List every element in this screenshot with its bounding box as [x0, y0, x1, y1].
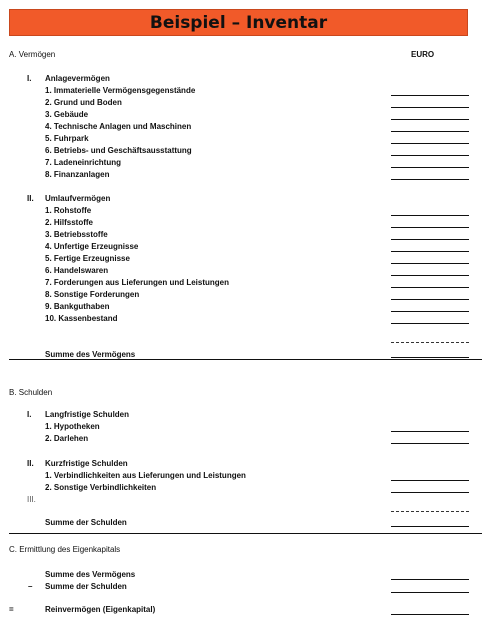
- amount-entry-line: [391, 431, 469, 432]
- section-divider: [9, 359, 482, 360]
- reinvermoegen-line: [391, 614, 469, 615]
- amount-entry-line: [391, 263, 469, 264]
- ek-schulden-line: [391, 592, 469, 593]
- langfristig-item: 2. Darlehen: [45, 434, 89, 443]
- amount-entry-line: [391, 239, 469, 240]
- anlage-item: 3. Gebäude: [45, 110, 89, 119]
- kurzfristig-item: 2. Sonstige Verbindlichkeiten: [45, 483, 157, 492]
- amount-entry-line: [391, 167, 469, 168]
- umlauf-item: 8. Sonstige Forderungen: [45, 290, 140, 299]
- reinvermoegen-label: Reinvermögen (Eigenkapital): [45, 605, 156, 614]
- amount-entry-line: [391, 179, 469, 180]
- amount-entry-line: [391, 299, 469, 300]
- ek-vermoegen-line: [391, 579, 469, 580]
- umlauf-item: 4. Unfertige Erzeugnisse: [45, 242, 139, 251]
- ek-vermoegen-label: Summe des Vermögens: [45, 570, 136, 579]
- kurzfristig-heading: Kurzfristige Schulden: [45, 459, 128, 468]
- section-a-label: A. Vermögen: [9, 50, 56, 59]
- amount-entry-line: [391, 492, 469, 493]
- langfristig-heading: Langfristige Schulden: [45, 410, 130, 419]
- summe-schulden-label: Summe der Schulden: [45, 518, 127, 527]
- section-divider: [9, 533, 482, 534]
- amount-entry-line: [391, 131, 469, 132]
- kurzfristig-num: II.: [27, 459, 34, 468]
- anlage-item: 6. Betriebs- und Geschäftsausstattung: [45, 146, 192, 155]
- amount-entry-line: [391, 323, 469, 324]
- summe-vermoegen-label: Summe des Vermögens: [45, 350, 136, 359]
- anlage-item: 7. Ladeneinrichtung: [45, 158, 122, 167]
- summe-schulden-line: [391, 526, 469, 527]
- anlage-item: 4. Technische Anlagen und Maschinen: [45, 122, 192, 131]
- umlauf-item: 1. Rohstoffe: [45, 206, 92, 215]
- anlage-item: 1. Immaterielle Vermögensgegenstände: [45, 86, 196, 95]
- minus-sign: –: [28, 582, 33, 591]
- ek-schulden-label: Summe der Schulden: [45, 582, 127, 591]
- anlage-item: 8. Finanzanlagen: [45, 170, 110, 179]
- amount-entry-line: [391, 311, 469, 312]
- amount-entry-line: [391, 251, 469, 252]
- amount-entry-line: [391, 119, 469, 120]
- umlauf-item: 9. Bankguthaben: [45, 302, 110, 311]
- anlage-item: 2. Grund und Boden: [45, 98, 122, 107]
- title-banner: [9, 9, 468, 36]
- anlage-item: 5. Fuhrpark: [45, 134, 89, 143]
- anlage-num: I.: [27, 74, 32, 83]
- schulden-dashed-line: [391, 511, 469, 512]
- page-title: Beispiel – Inventar: [149, 12, 328, 33]
- amount-entry-line: [391, 143, 469, 144]
- amount-entry-line: [391, 480, 469, 481]
- subtotal-dashed-line: [391, 342, 469, 343]
- umlauf-item: 2. Hilfsstoffe: [45, 218, 94, 227]
- amount-entry-line: [391, 155, 469, 156]
- umlauf-num: II.: [27, 194, 34, 203]
- amount-entry-line: [391, 227, 469, 228]
- langfristig-item: 1. Hypotheken: [45, 422, 100, 431]
- umlauf-item: 7. Forderungen aus Lieferungen und Leistungen: [45, 278, 230, 287]
- amount-entry-line: [391, 215, 469, 216]
- section-b-label: B. Schulden: [9, 388, 53, 397]
- amount-entry-line: [391, 443, 469, 444]
- currency-header: EURO: [411, 50, 435, 59]
- umlauf-item: 3. Betriebsstoffe: [45, 230, 108, 239]
- schulden-num3: III.: [27, 495, 36, 504]
- langfristig-num: I.: [27, 410, 32, 419]
- amount-entry-line: [391, 95, 469, 96]
- kurzfristig-item: 1. Verbindlichkeiten aus Lieferungen und Leistungen: [45, 471, 246, 480]
- section-c-label: C. Ermittlung des Eigenkapitals: [9, 545, 121, 554]
- equals-sign: =: [9, 605, 14, 614]
- umlauf-item: 10. Kassenbestand: [45, 314, 118, 323]
- amount-entry-line: [391, 275, 469, 276]
- summe-vermoegen-line: [391, 357, 469, 358]
- amount-entry-line: [391, 107, 469, 108]
- umlauf-item: 5. Fertige Erzeugnisse: [45, 254, 130, 263]
- umlauf-item: 6. Handelswaren: [45, 266, 109, 275]
- amount-entry-line: [391, 287, 469, 288]
- umlauf-heading: Umlaufvermögen: [45, 194, 111, 203]
- anlage-heading: Anlagevermögen: [45, 74, 110, 83]
